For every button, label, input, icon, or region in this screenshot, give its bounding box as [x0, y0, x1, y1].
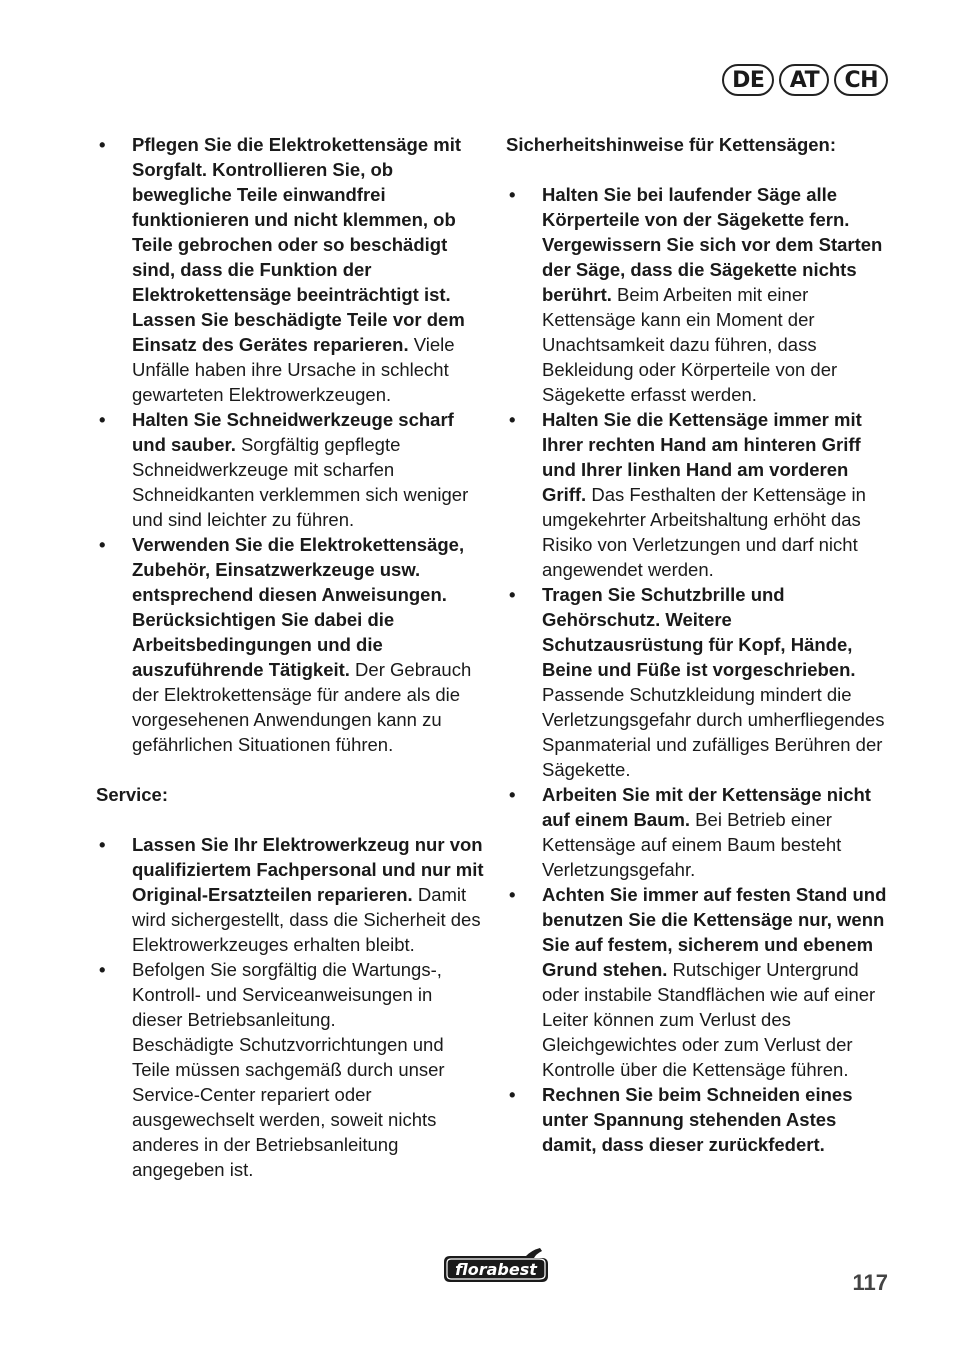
bullet-text-continued: Beschädigte Schutzvorrichtungen und Teile müssen sachgemäß durch unser Service-Center repariert oder ausgewechselt werden, soweit nichts anderes in der Betriebsanleitung angegeben ist.: [132, 1034, 445, 1180]
bullet-text: Viele Unfälle haben ihre Ursache in schlecht gewarteten Elektrowerkzeugen.: [132, 334, 455, 405]
bullet-item-grip: [506, 407, 892, 582]
bullet-text: Sorgfältig gepflegte Schneidwerkzeuge mit scharfen Schneidkanten verklemmen sich weniger und sind leichter zu führen.: [132, 434, 469, 530]
bullet-item-branch: [506, 1082, 892, 1157]
country-badge-ch: CH: [834, 64, 888, 96]
country-badges: [722, 64, 888, 96]
bullet-item-tree: [506, 782, 892, 882]
bullet-item-cutting-tools: [96, 407, 484, 532]
florabest-logo: [438, 1246, 552, 1288]
bullet-text: Das Festhalten der Kettensäge in umgekehrter Arbeitshaltung erhöht das Risiko von Verletzungen und darf nicht angewendet werden.: [542, 484, 866, 580]
country-badge-at: AT: [779, 64, 829, 96]
left-column: [96, 132, 484, 1182]
right-column: [506, 132, 892, 1157]
bullet-item-repair: [96, 832, 484, 957]
safety-heading: Sicherheitshinweise für Kettensägen:: [506, 134, 837, 155]
bullet-text: Rutschiger Untergrund oder instabile Standflächen wie auf einer Leiter können zum Verlust des Gleichgewichtes oder zum Verlust der Kontrolle über die Kettensäge führen.: [542, 959, 876, 1080]
bullet-item-care: [96, 132, 484, 407]
country-badge-de: DE: [722, 64, 774, 96]
bullet-item-protection: [506, 582, 892, 782]
bullet-item-body-parts: [506, 182, 892, 407]
bullet-text: Befolgen Sie sorgfältig die Wartungs-, Kontroll- und Serviceanweisungen in dieser Betriebsanleitung.: [132, 959, 442, 1030]
bullet-item-usage: [96, 532, 484, 757]
bullet-item-stance: [506, 882, 892, 1082]
page-number: 117: [852, 1270, 888, 1295]
bullet-item-maintenance: [96, 957, 484, 1182]
bullet-text: Der Gebrauch der Elektrokettensäge für andere als die vorgesehenen Anwendungen kann zu gefährlichen Situationen führen.: [132, 659, 472, 755]
bullet-text: Beim Arbeiten mit einer Kettensäge kann ein Moment der Unachtsamkeit dazu führen, dass Bekleidung oder Körperteile von der Sägekette erfasst werden.: [542, 284, 838, 405]
bullet-text: Damit wird sichergestellt, dass die Sicherheit des Elektrowerkzeuges erhalten bleibt.: [132, 884, 481, 955]
logo-text: florabest: [455, 1260, 537, 1279]
bullet-bold-text: Lassen Sie Ihr Elektrowerkzeug nur von qualifiziertem Fachpersonal und nur mit Original-Ersatzteilen reparieren.: [132, 834, 484, 905]
bullet-bold-text: Achten Sie immer auf festen Stand und benutzen Sie die Kettensäge nur, wenn Sie auf festem, sicherem und ebenem Grund stehen.: [542, 884, 887, 980]
bullet-bold-text: Verwenden Sie die Elektrokettensäge, Zubehör, Einsatzwerkzeuge usw. entsprechend diesen Anweisungen. Berücksichtigen Sie dabei die Arbeitsbedingungen und die auszuführende Tätigkeit.: [132, 534, 465, 680]
bullet-text: Bei Betrieb einer Kettensäge auf einem Baum besteht Verletzungsgefahr.: [542, 809, 842, 880]
bullet-bold-text: Pflegen Sie die Elektrokettensäge mit Sorgfalt. Kontrollieren Sie, ob bewegliche Teile einwandfrei funktionieren und nicht klemmen, ob Teile gebrochen oder so beschädigt sind, dass die Funktion der Elektrokettensäge beeinträchtigt ist. Lassen Sie beschädigte Teile vor dem Einsatz des Gerätes reparieren.: [132, 134, 465, 355]
service-heading: Service:: [96, 784, 168, 805]
bullet-bold-text: Arbeiten Sie mit der Kettensäge nicht auf einem Baum.: [542, 784, 871, 830]
bullet-bold-text: Tragen Sie Schutzbrille und Gehörschutz. Weitere Schutzausrüstung für Kopf, Hände, Beine und Füße ist vorgeschrieben.: [542, 584, 856, 680]
bullet-bold-text: Halten Sie Schneidwerkzeuge scharf und sauber.: [132, 409, 454, 455]
bullet-bold-text: Halten Sie die Kettensäge immer mit Ihrer rechten Hand am hinteren Griff und Ihrer linken Hand am vorderen Griff.: [542, 409, 862, 505]
bullet-bold-text: Halten Sie bei laufender Säge alle Körperteile von der Sägekette fern. Vergewissern Sie sich vor dem Starten der Säge, dass die Sägekette nichts berührt.: [542, 184, 883, 305]
bullet-bold-text: Rechnen Sie beim Schneiden eines unter Spannung stehenden Astes damit, dass dieser zurückfedert.: [542, 1084, 853, 1155]
bullet-text: Passende Schutzkleidung mindert die Verletzungsgefahr durch umherfliegendes Spanmaterial und zufälliges Berühren der Sägekette.: [542, 684, 885, 780]
